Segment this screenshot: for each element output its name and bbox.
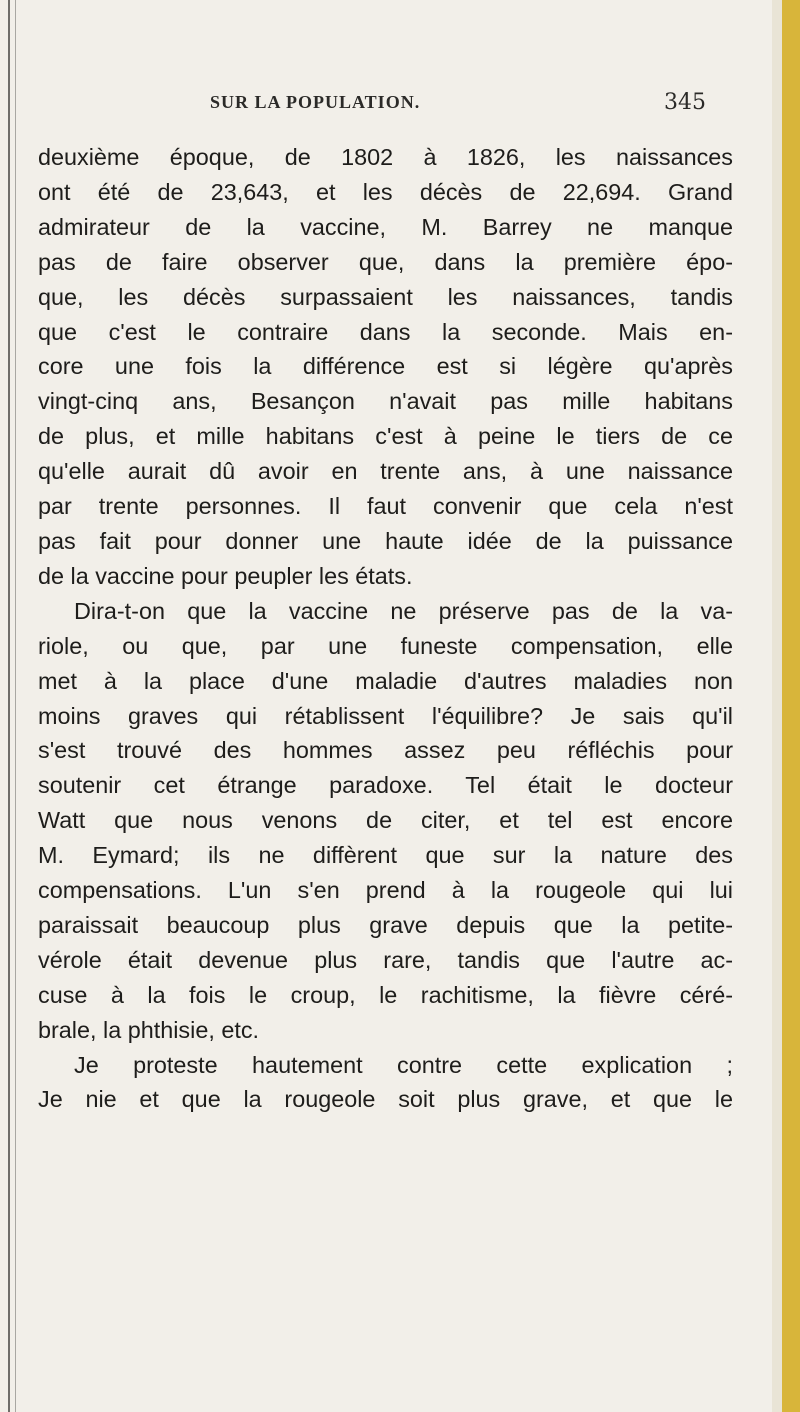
text-line: Je nie et que la rougeole soit plus grave, et que le (38, 1086, 733, 1113)
text-line: admirateur de la vaccine, M. Barrey ne manque (38, 213, 733, 240)
text-line: Je proteste hautement contre cette explication ; (74, 1051, 733, 1078)
text-line: vérole était devenue plus rare, tandis que l'autre ac- (38, 946, 733, 973)
text-line: pas fait pour donner une haute idée de la puissance (38, 527, 733, 554)
page-number: 345 (664, 90, 706, 115)
body-text (38, 140, 733, 1117)
text-line: met à la place d'une maladie d'autres maladies non (38, 667, 733, 694)
text-line: de plus, et mille habitans c'est à peine le tiers de ce (38, 423, 733, 450)
text-line: M. Eymard; ils ne diffèrent que sur la nature des (38, 842, 733, 869)
text-line: compensations. L'un s'en prend à la rougeole qui lui (38, 877, 733, 904)
text-line: deuxième époque, de 1802 à 1826, les naissances (38, 144, 733, 170)
text-line: ont été de 23,643, et les décès de 22,694. Grand (38, 178, 733, 205)
page-edge (772, 0, 782, 1412)
binding-gutter (8, 0, 10, 1412)
text-line: que c'est le contraire dans la seconde. Mais en- (38, 318, 733, 345)
running-title: SUR LA POPULATION. (210, 92, 421, 112)
text-line: cuse à la fois le croup, le rachitisme, la fièvre céré- (38, 981, 733, 1008)
binding-gutter-inner (15, 0, 16, 1412)
text-line: pas de faire observer que, dans la première épo- (38, 248, 733, 275)
text-line: moins graves qui rétablissent l'équilibre? Je sais qu'il (38, 702, 733, 729)
text-line: que, les décès surpassaient les naissances, tandis (38, 283, 733, 310)
text-line: par trente personnes. Il faut convenir que cela n'est (38, 493, 733, 520)
text-line: Dira-t-on que la vaccine ne préserve pas de la va- (74, 597, 733, 624)
text-line: riole, ou que, par une funeste compensation, elle (38, 632, 733, 659)
text-line: brale, la phthisie, etc. (38, 1016, 260, 1043)
text-line: de la vaccine pour peupler les états. (38, 562, 413, 589)
text-line: s'est trouvé des hommes assez peu réfléchis pour (38, 737, 733, 764)
text-line: qu'elle aurait dû avoir en trente ans, à une naissance (38, 458, 733, 485)
text-line: Watt que nous venons de citer, et tel est encore (38, 807, 733, 834)
text-line: soutenir cet étrange paradoxe. Tel était le docteur (38, 772, 733, 799)
text-line: paraissait beaucoup plus grave depuis que la petite- (38, 911, 733, 938)
book-cover-edge (782, 0, 800, 1412)
page-header (60, 92, 706, 122)
text-line: core une fois la différence est si légère qu'après (38, 353, 733, 380)
text-line: vingt-cinq ans, Besançon n'avait pas mille habitans (38, 388, 733, 415)
